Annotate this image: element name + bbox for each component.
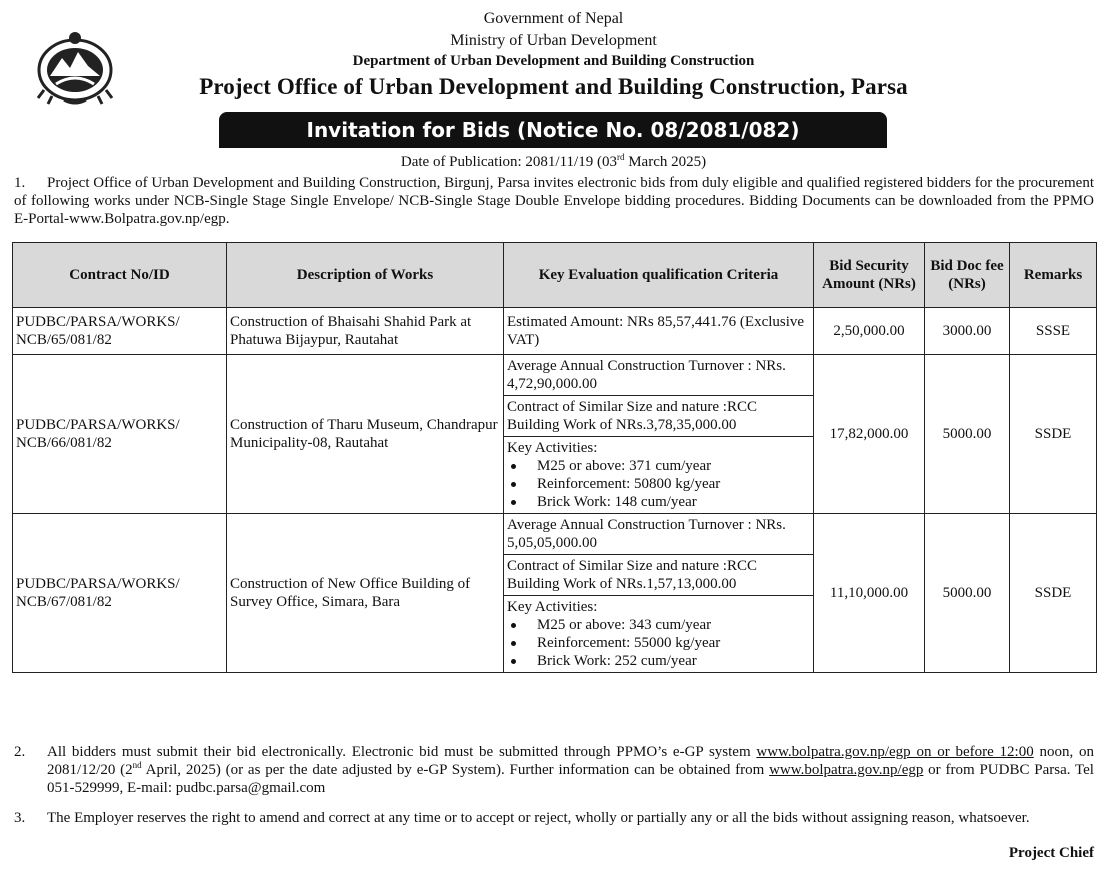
publication-date: Date of Publication: 2081/11/19 (03rd March 2025) (400, 152, 707, 170)
list-item: Brick Work: 148 cum/year (537, 493, 810, 511)
paragraph-3 (14, 809, 1094, 827)
header-criteria: Key Evaluation qualification Criteria (504, 243, 814, 308)
bids-table (12, 242, 1097, 673)
activities-label: Key Activities: (507, 440, 598, 456)
header-remarks: Remarks (1010, 243, 1097, 308)
header-security: Bid Security Amount (NRs) (814, 243, 925, 308)
work-description: Construction of New Office Building of Survey Office, Simara, Bara (227, 514, 504, 673)
paragraph-text: Project Office of Urban Development and Building Construction, Birgunj, Parsa invites electronic bids from duly eligible and qualified registered bidders for the procurement of following works under NCB-Single Stage Single Envelope/ NCB-Single Stage Double Envelope bidding procedures. Bidding Documents can be downloaded from the PPMO E-Portal-www.Bolpatra.gov.np/egp. (14, 175, 1094, 227)
criteria-turnover: Average Annual Construction Turnover : NRs. 5,05,05,000.00 (504, 514, 813, 555)
header-description: Description of Works (227, 243, 504, 308)
bid-security: 11,10,000.00 (814, 514, 925, 673)
criteria-cell (504, 355, 814, 514)
activities-list (507, 616, 810, 670)
work-description: Construction of Tharu Museum, Chandrapur Municipality-08, Rautahat (227, 355, 504, 514)
notice-banner: Invitation for Bids (Notice No. 08/2081/082) (219, 112, 887, 148)
criteria-activities (504, 437, 813, 513)
header-contract: Contract No/ID (13, 243, 227, 308)
criteria-turnover: Average Annual Construction Turnover : NRs. 4,72,90,000.00 (504, 355, 813, 396)
egp-link[interactable]: www.bolpatra.gov.np/egp on or before 12:00 (756, 744, 1034, 760)
paragraph-text: All bidders must submit their bid electronically. Electronic bid must be submitted through PPMO’s e-GP system www.bolpatra.gov.np/egp on or before 12:00 noon, on 2081/12/20 (2nd April, 2025) (or as per the date adjusted by e-GP System). Further information can be obtained from www.bolpatra.gov.np/egp or from PUDBC Parsa. Tel 051-529999, E-mail: pudbc.parsa@gmail.com (47, 744, 1094, 796)
table-row (13, 355, 1097, 514)
remarks: SSSE (1010, 308, 1097, 355)
paragraph-text: The Employer reserves the right to amend and correct at any time or to accept or reject, wholly or partially any or all the bids without assigning reason, whatsoever. (47, 810, 1030, 826)
list-item: Reinforcement: 50800 kg/year (537, 475, 810, 493)
work-description: Construction of Bhaisahi Shahid Park at Phatuwa Bijaypur, Rautahat (227, 308, 504, 355)
list-item: M25 or above: 371 cum/year (537, 457, 810, 475)
activities-label: Key Activities: (507, 599, 598, 615)
activities-list (507, 457, 810, 511)
paragraph-number: 3. (14, 810, 26, 826)
project-office-title: Project Office of Urban Development and Building Construction, Parsa (199, 74, 908, 99)
bid-fee: 3000.00 (925, 308, 1010, 355)
table-header-row (13, 243, 1097, 308)
ministry-name: Ministry of Urban Development (450, 32, 657, 49)
criteria-similar: Contract of Similar Size and nature :RCC Building Work of NRs.3,78,35,000.00 (504, 396, 813, 437)
remarks: SSDE (1010, 355, 1097, 514)
table-row (13, 308, 1097, 355)
paragraph-number: 2. (14, 744, 26, 760)
list-item: Brick Work: 252 cum/year (537, 652, 810, 670)
contract-id: PUDBC/PARSA/WORKS/ NCB/65/081/82 (13, 308, 227, 355)
paragraph-number: 1. (14, 175, 26, 191)
paragraph-1 (14, 174, 1094, 228)
paragraph-2 (14, 743, 1094, 797)
remarks: SSDE (1010, 514, 1097, 673)
list-item: M25 or above: 343 cum/year (537, 616, 810, 634)
bid-fee: 5000.00 (925, 514, 1010, 673)
bid-security: 2,50,000.00 (814, 308, 925, 355)
criteria-cell (504, 514, 814, 673)
criteria-activities (504, 596, 813, 672)
criteria-similar: Contract of Similar Size and nature :RCC Building Work of NRs.1,57,13,000.00 (504, 555, 813, 596)
list-item: Reinforcement: 55000 kg/year (537, 634, 810, 652)
table-row (13, 514, 1097, 673)
egp-link-2[interactable]: www.bolpatra.gov.np/egp (769, 762, 924, 778)
contract-id: PUDBC/PARSA/WORKS/ NCB/66/081/82 (13, 355, 227, 514)
bid-fee: 5000.00 (925, 355, 1010, 514)
criteria-estimated: Estimated Amount: NRs 85,57,441.76 (Exclusive VAT) (504, 308, 814, 355)
header-fee: Bid Doc fee (NRs) (925, 243, 1010, 308)
contract-id: PUDBC/PARSA/WORKS/ NCB/67/081/82 (13, 514, 227, 673)
government-name: Government of Nepal (483, 10, 624, 27)
signature: Project Chief (1008, 845, 1094, 861)
bid-security: 17,82,000.00 (814, 355, 925, 514)
department-name: Department of Urban Development and Building Construction (352, 53, 755, 69)
